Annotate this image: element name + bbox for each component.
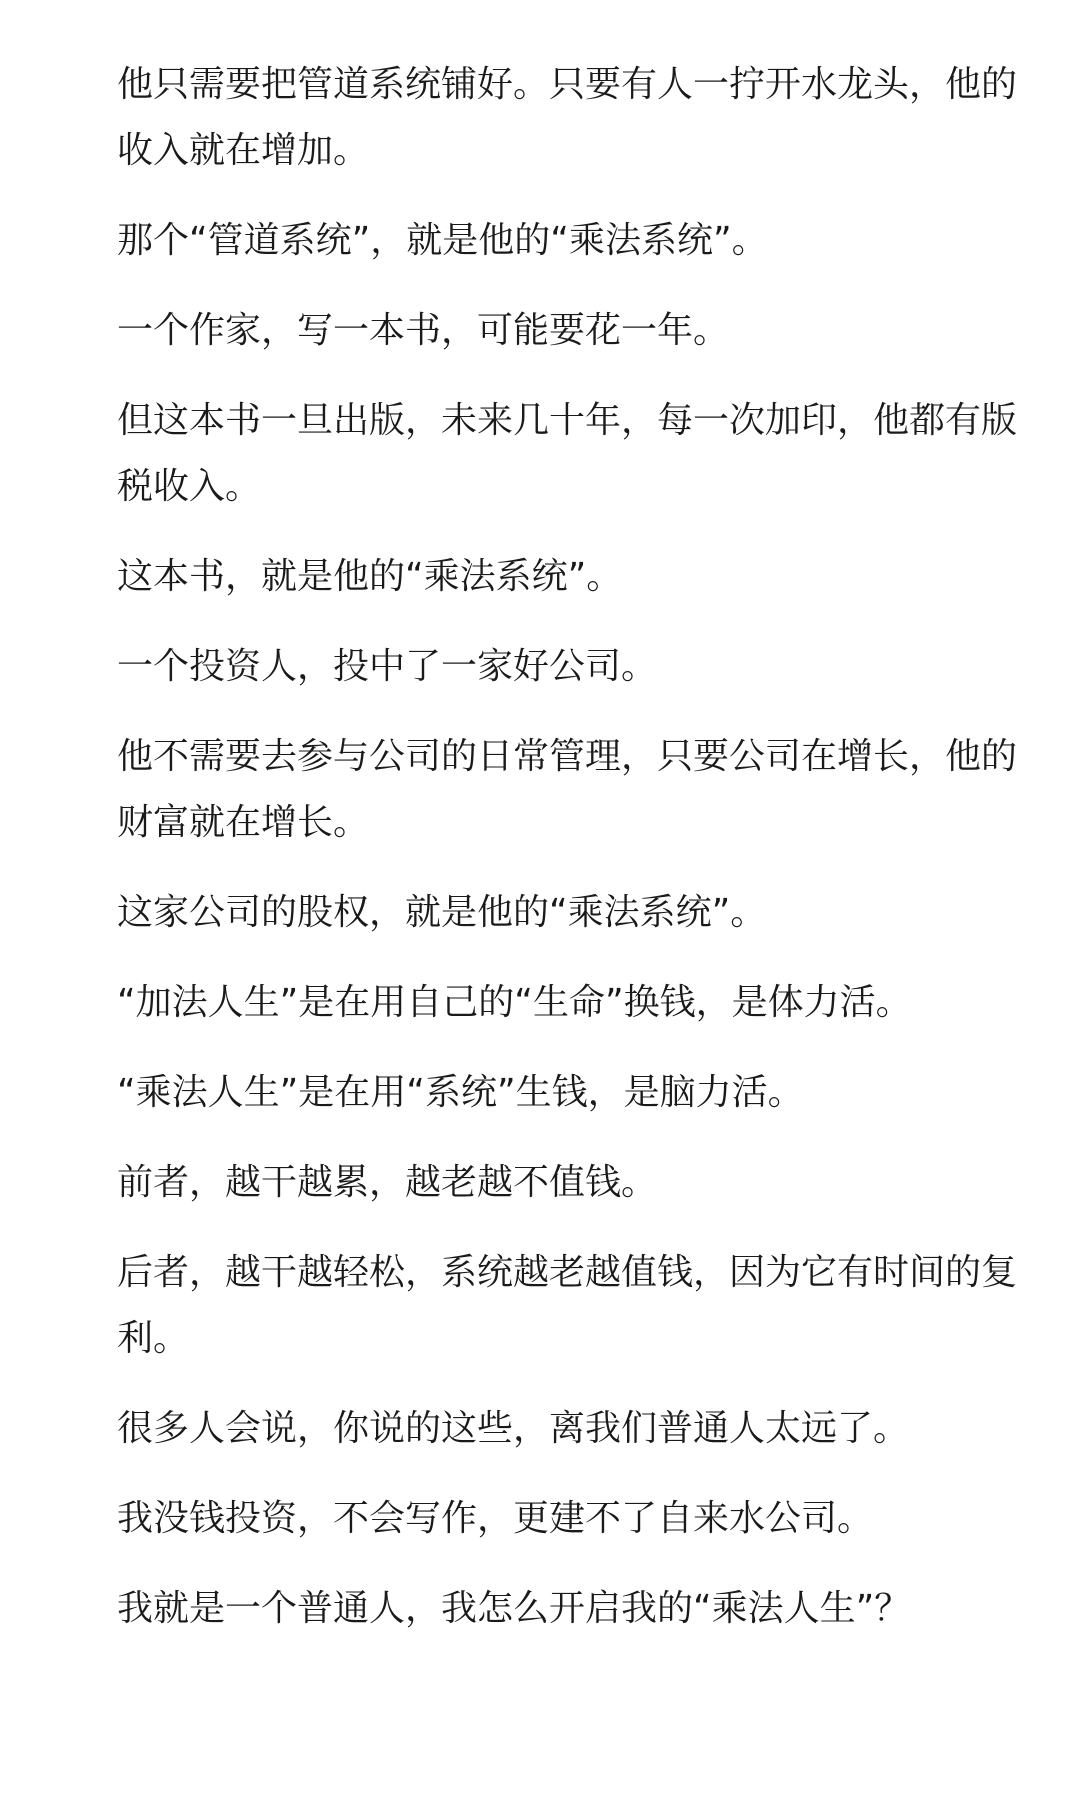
paragraph-10: “乘法人生”是在用“系统”生钱，是脑力活。: [117, 1072, 804, 1113]
article-body: [117, 52, 1017, 1666]
paragraph-3: 一个作家，写一本书，可能要花一年。: [117, 310, 730, 351]
paragraph-6: 一个投资人，投中了一家好公司。: [117, 646, 658, 687]
paragraph-8: 这家公司的股权，就是他的“乘法系统”。: [117, 892, 767, 933]
paragraph-2: 那个“管道系统”，就是他的“乘法系统”。: [117, 220, 768, 261]
paragraph-15: 我就是一个普通人，我怎么开启我的“乘法人生”？: [117, 1588, 911, 1629]
paragraph-9: “加法人生”是在用自己的“生命”换钱，是体力活。: [117, 982, 912, 1023]
paragraph-7: 他不需要去参与公司的日常管理，只要公司在增长，他的财富就在增长。: [117, 736, 1018, 843]
paragraph-11: 前者，越干越累，越老越不值钱。: [117, 1162, 658, 1203]
paragraph-13: 很多人会说，你说的这些，离我们普通人太远了。: [117, 1408, 910, 1449]
paragraph-1: 他只需要把管道系统铺好。只要有人一拧开水龙头，他的收入就在增加。: [117, 64, 1018, 171]
paragraph-12: 后者，越干越轻松，系统越老越值钱，因为它有时间的复利。: [117, 1252, 1018, 1359]
paragraph-14: 我没钱投资，不会写作，更建不了自来水公司。: [117, 1498, 874, 1539]
paragraph-5: 这本书，就是他的“乘法系统”。: [117, 556, 623, 597]
paragraph-4: 但这本书一旦出版，未来几十年，每一次加印，他都有版税收入。: [117, 400, 1018, 507]
